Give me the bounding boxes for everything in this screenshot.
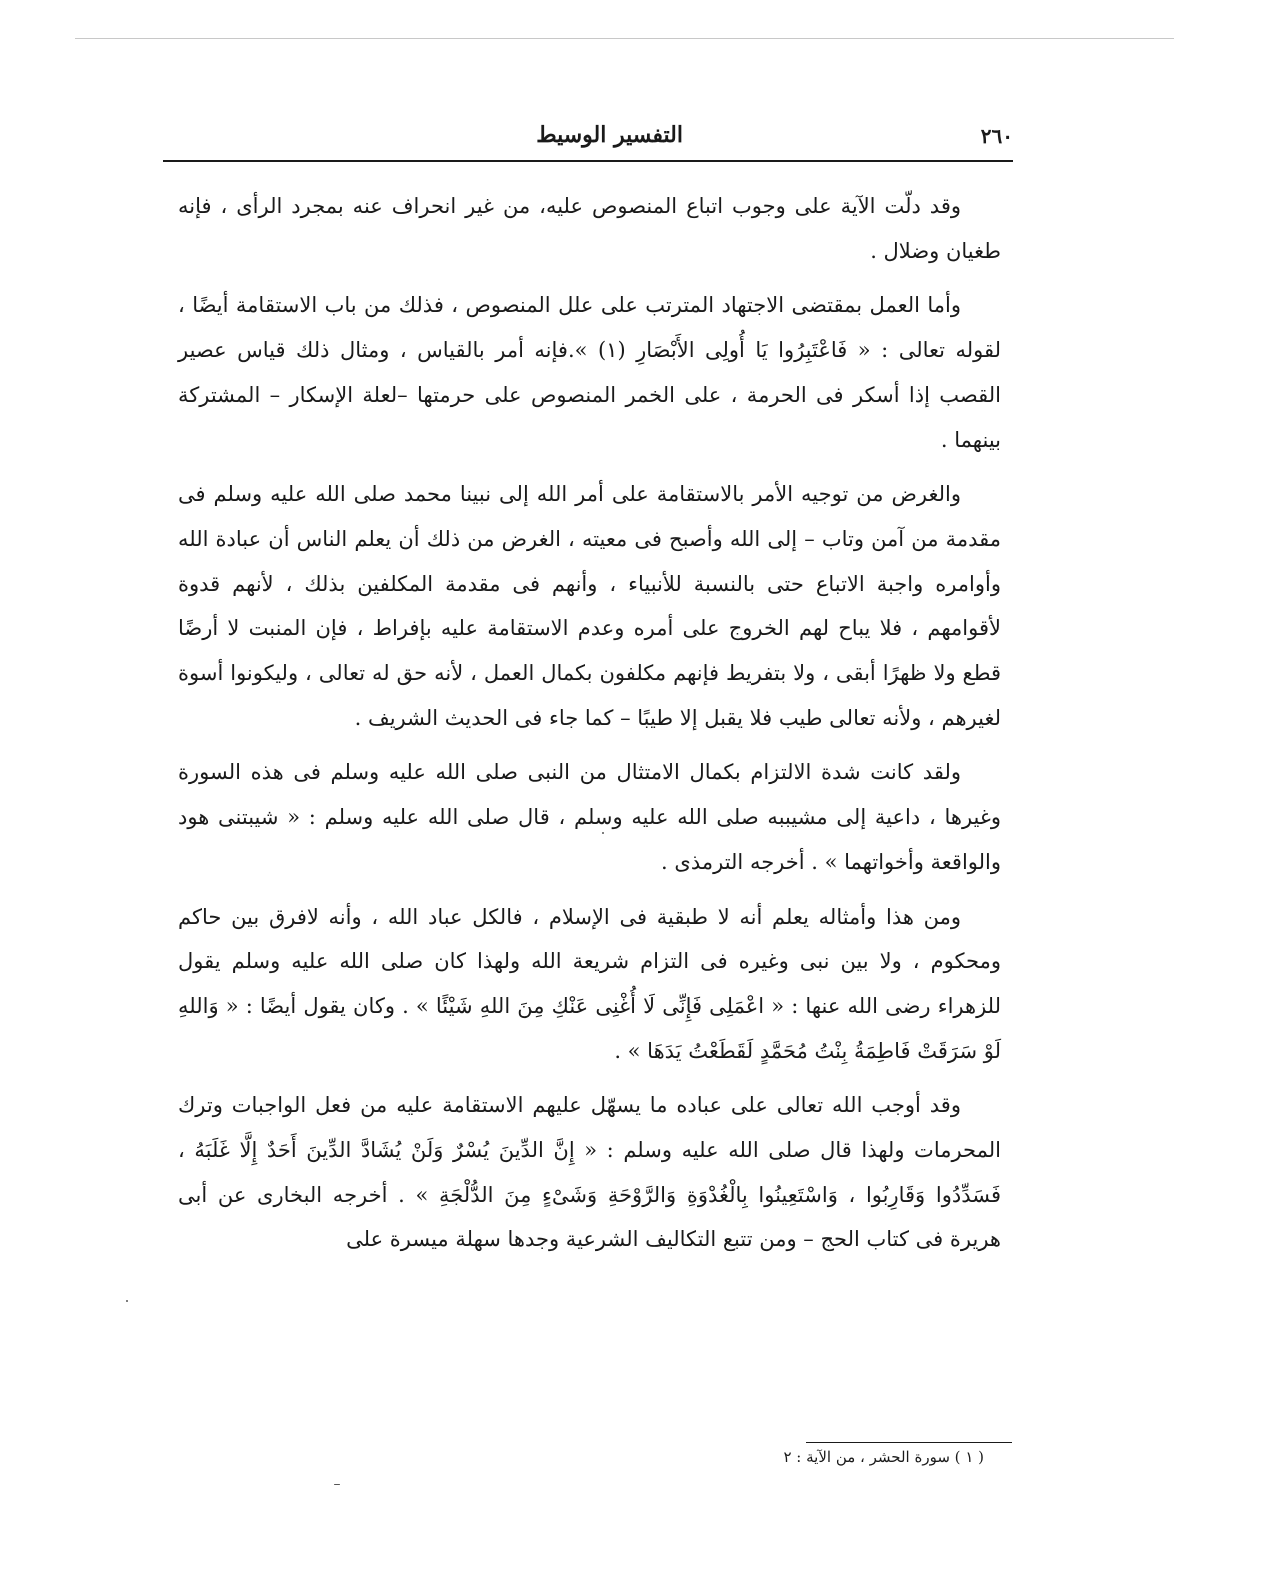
paragraph: والغرض من توجيه الأمر بالاستقامة على أمر الله إلى نبينا محمد صلى الله عليه وسلم فى مقدمة من آمن وتاب – إلى الله وأصبح فى معيته ، الغرض من ذلك أن يعلم الناس أن عبادة الله وأوامره واجبة الاتباع حتى بالنسبة للأنبياء ، وأنهم فى مقدمة المكلفين بذلك ، لأنهم قدوة لأقوامهم ، فلا يباح لهم الخروج على أمره وعدم الاستقامة عليه بإفراط ، فإن المنبت لا أرضًا قطع ولا ظهرًا أبقى ، ولا بتفريط فإنهم مكلفون بكمال العمل ، لأنه حق له تعالى ، وليكونوا أسوة لغيرهم ، ولأنه تعالى طيب فلا يقبل إلا طيبًا – كما جاء فى الحديث الشريف . — [178, 482, 1001, 730]
footnote-divider — [806, 1442, 1012, 1443]
paragraph: وقد دلّت الآية على وجوب اتباع المنصوص عليه، من غير انحراف عنه بمجرد الرأى ، فإنه طغيان وضلال . — [178, 194, 1001, 263]
running-title: التفسير الوسيط — [536, 122, 683, 148]
scan-speck — [126, 1300, 128, 1302]
paragraph: ومن هذا وأمثاله يعلم أنه لا طبقية فى الإسلام ، فالكل عباد الله ، وأنه لافرق بين حاكم ومحكوم ، ولا بين نبى وغيره فى التزام شريعة الله ولهذا كان صلى الله عليه وسلم يقول للزهراء رضى الله عنها : « اعْمَلِى فَإِنِّى لَا أُغْنِى عَنْكِ مِنَ اللهِ شَيْئًا » . وكان يقول أيضًا : « وَاللهِ لَوْ سَرَقَتْ فَاطِمَةُ بِنْتُ مُحَمَّدٍ لَقَطَعْتُ يَدَهَا » . — [178, 904, 1002, 1063]
paragraph: ولقد كانت شدة الالتزام بكمال الامتثال من النبى صلى الله عليه وسلم فى هذه السورة وغيرها ، داعية إلى مشيببه صلى الله عليه وسلم ، قال صلى الله عليه وسلم : « شيبتنى هود والواقعة وأخواتهما » . أخرجه الترمذى . — [178, 760, 1001, 874]
page-number: ٢٦٠ — [980, 124, 1013, 148]
paragraph: وأما العمل بمقتضى الاجتهاد المترتب على علل المنصوص ، فذلك من باب الاستقامة أيضًا ، لقوله تعالى : « فَاعْتَبِرُوا يَا أُولِى الأَبْصَارِ (١) ».فإنه أمر بالقياس ، ومثال ذلك قياس عصير القصب إذا أسكر فى الحرمة ، على الخمر المنصوص على حرمتها –لعلة الإسكار – المشتركة بينهما . — [178, 293, 1001, 452]
scan-edge-line — [75, 38, 1174, 39]
paragraph: وقد أوجب الله تعالى على عباده ما يسهّل عليهم الاستقامة عليه من فعل الواجبات وترك المحرمات ولهذا قال صلى الله عليه وسلم : « إِنَّ الدِّينَ يُسْرٌ وَلَنْ يُشَادَّ الدِّينَ أَحَدٌ إِلَّا غَلَبَهُ ، فَسَدِّدُوا وَقَارِبُوا ، وَاسْتَعِينُوا بِالْغُدْوَةِ وَالرَّوْحَةِ وَشَىْءٍ مِنَ الدُّلْجَةِ » . أخرجه البخارى عن أبى هريرة فى كتاب الحج – ومن تتبع التكاليف الشرعية وجدها سهلة ميسرة على — [178, 1093, 1001, 1252]
footnote: ( ١ ) سورة الحشر ، من الآية : ٢ — [783, 1448, 984, 1466]
page-header — [163, 120, 1013, 162]
scan-speck — [334, 1484, 340, 1485]
scan-speck — [602, 832, 604, 834]
body-text — [178, 184, 1001, 1262]
